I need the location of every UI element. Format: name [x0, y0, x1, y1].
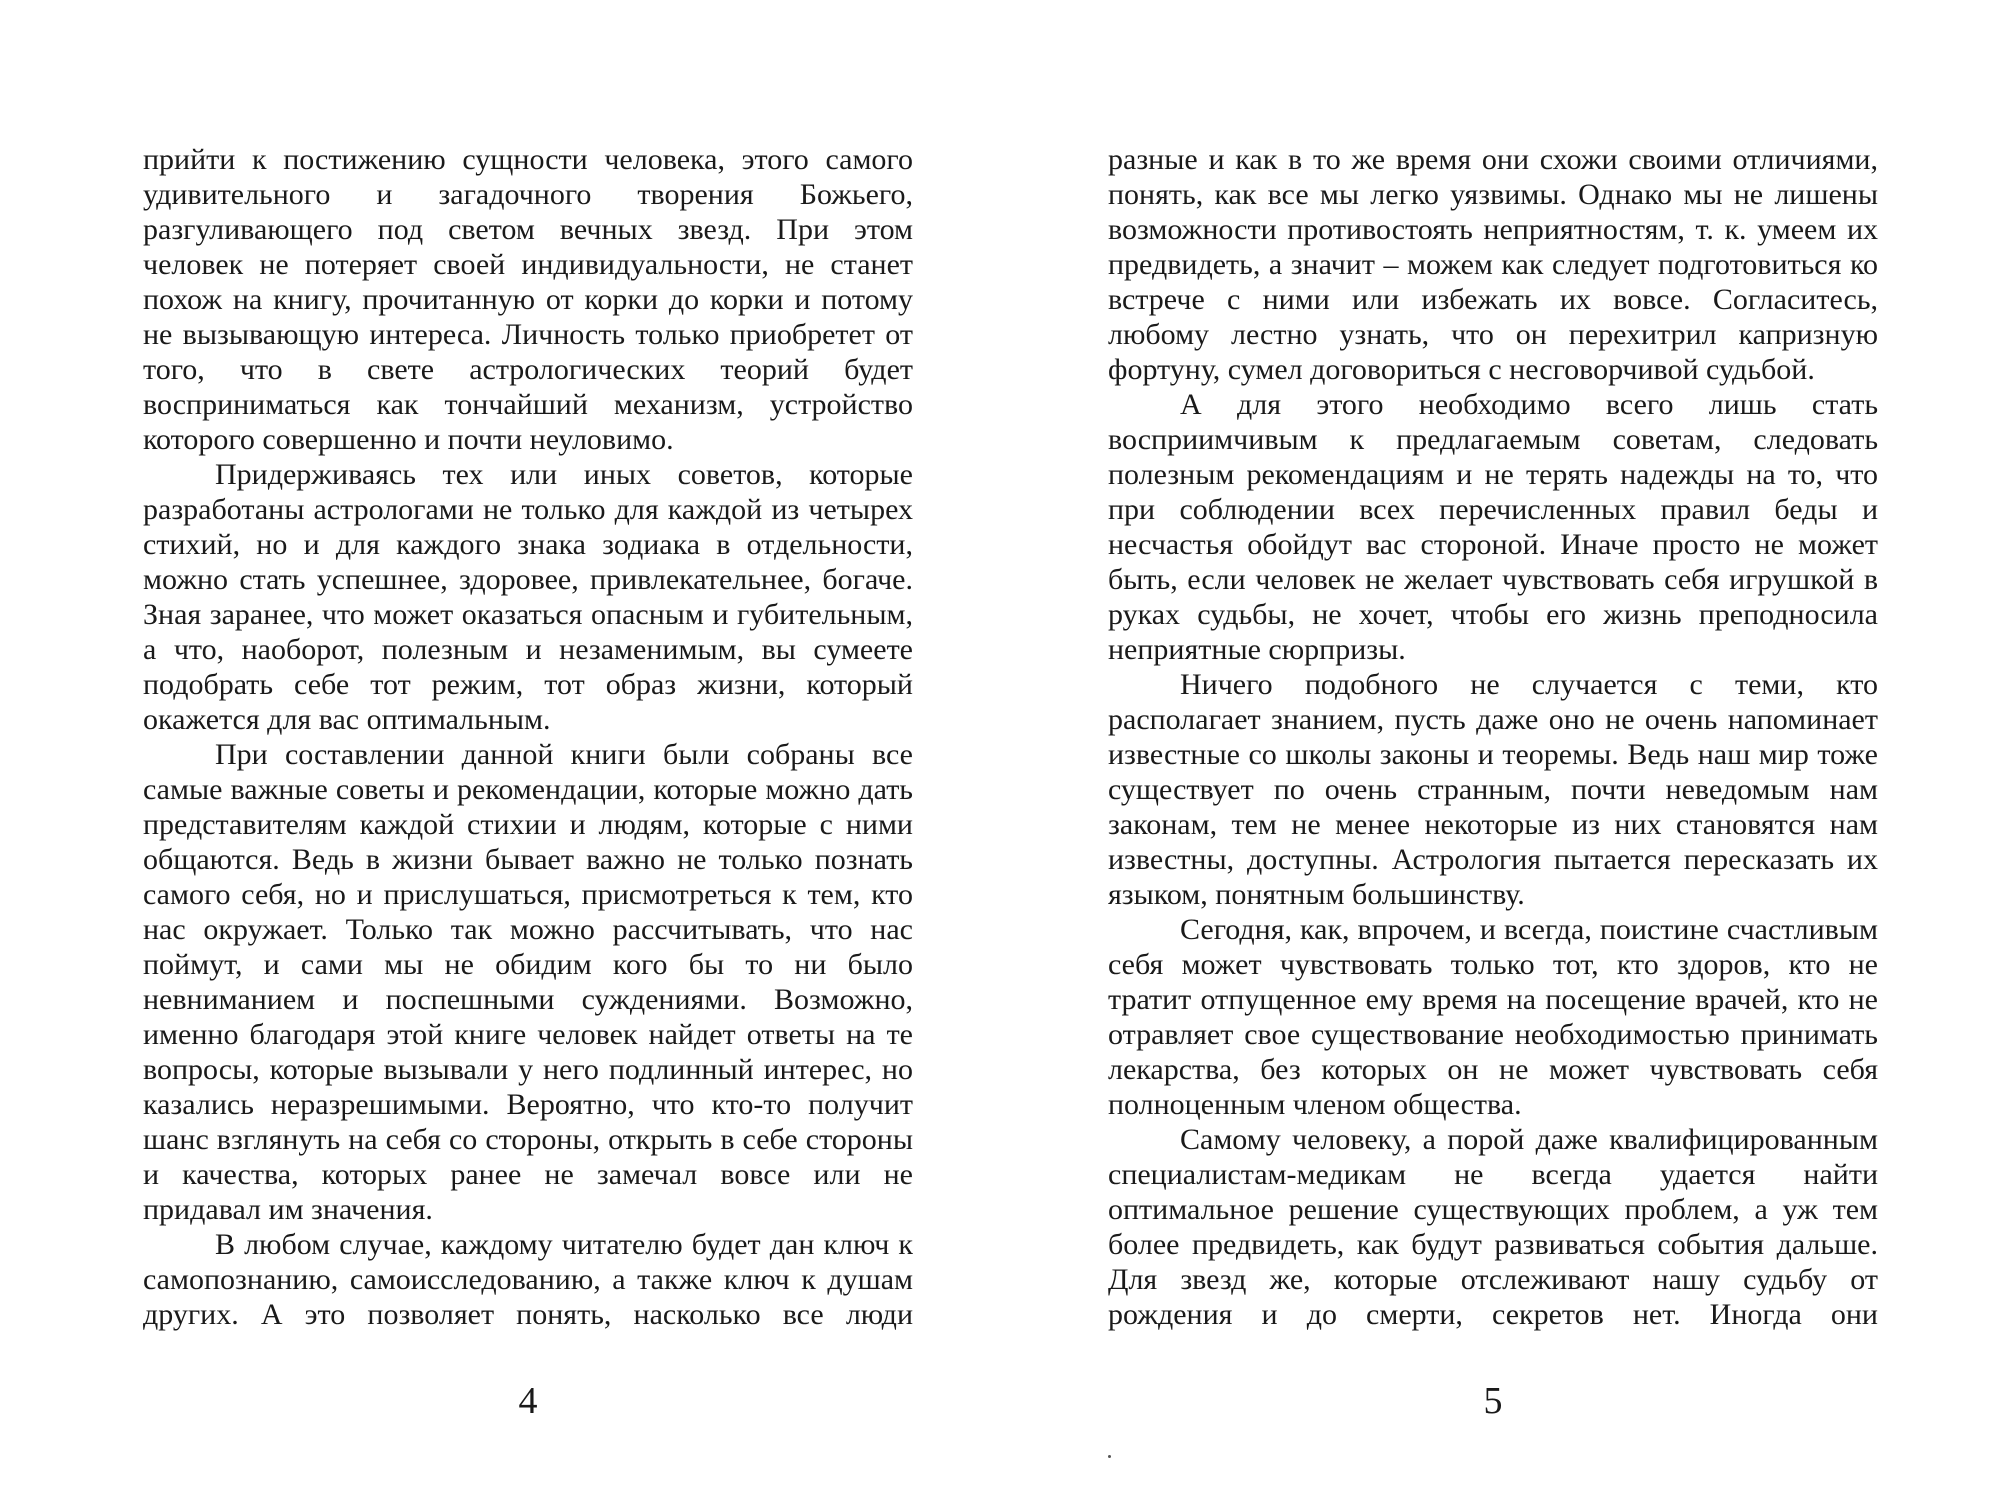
scan-speck	[1108, 1455, 1111, 1458]
left-page	[143, 142, 913, 1442]
paragraph: Ничего подобного не случается с теми, кто располагает знанием, пусть даже оно не очень напоминает известные со школы законы и теоремы. Ведь наш мир тоже существует по очень странным, почти неведомым нам законам, тем не менее некоторые из них становятся нам известны, доступны. Астрология пытается пересказать их языком, понятным большинству.	[1108, 668, 1878, 911]
paragraph: В любом случае, каждому читателю будет дан ключ к самопознанию, самоисследованию, а также ключ к душам других. А это позволяет понять, насколько все люди	[143, 1228, 913, 1331]
paragraph: разные и как в то же время они схожи своими отличиями, понять, как все мы легко уязвимы. Однако мы не лишены возможности противостоять неприятностям, т. к. умеем их предвидеть, а значит – можем как следует подготовиться ко встрече с ними или избежать их вовсе. Согласитесь, любому лестно узнать, что он перехитрил капризную фортуну, сумел договориться с несговорчивой судьбой.	[1108, 143, 1878, 386]
page-number: 5	[1483, 1380, 1503, 1422]
left-page-text	[143, 142, 913, 1332]
paragraph: При составлении данной книги были собраны все самые важные советы и рекомендации, которые можно дать представителям каждой стихии и людям, которые с ними общаются. Ведь в жизни бывает важно не только познать самого себя, но и прислушаться, присмотреться к тем, кто нас окружает. Только так можно рассчитывать, что нас поймут, и сами мы не обидим кого бы то ни было невниманием и поспешными суждениями. Возможно, именно благодаря этой книге человек найдет ответы на те вопросы, которые вызывали у него подлинный интерес, но казались неразрешимыми. Вероятно, что кто-то получит шанс взглянуть на себя со стороны, открыть в себе стороны и качества, которых ранее не замечал вовсе или не придавал им значения.	[143, 738, 913, 1226]
page-number: 4	[518, 1380, 538, 1422]
paragraph: Сегодня, как, впрочем, и всегда, поистине счастливым себя может чувствовать только тот, кто здоров, кто не тратит отпущенное ему время на посещение врачей, кто не отравляет свое существование необходимостью принимать лекарства, без которых он не может чувствовать себя полноценным членом общества.	[1108, 913, 1878, 1121]
right-page	[1108, 142, 1878, 1442]
paragraph: Самому человеку, а порой даже квалифицированным специалистам-медикам не всегда удается найти оптимальное решение существующих проблем, а уж тем более предвидеть, как будут развиваться события дальше. Для звезд же, которые отслеживают нашу судьбу от рождения и до смерти, секретов нет. Иногда они	[1108, 1123, 1878, 1331]
right-page-text	[1108, 142, 1878, 1332]
paragraph: А для этого необходимо всего лишь стать восприимчивым к предлагаемым советам, следовать полезным рекомендациям и не терять надежды на то, что при соблюдении всех перечисленных правил беды и несчастья обойдут вас стороной. Иначе просто не может быть, если человек не желает чувствовать себя игрушкой в руках судьбы, не хочет, чтобы его жизнь преподносила неприятные сюрпризы.	[1108, 388, 1878, 666]
paragraph: Придерживаясь тех или иных советов, которые разработаны астрологами не только для каждой из четырех стихий, но и для каждого знака зодиака в отдельности, можно стать успешнее, здоровее, привлекательнее, богаче. Зная заранее, что может оказаться опасным и губительным, а что, наоборот, полезным и незаменимым, вы сумеете подобрать себе тот режим, тот образ жизни, который окажется для вас оптимальным.	[143, 458, 913, 736]
paragraph: прийти к постижению сущности человека, этого самого удивительного и загадочного творения Божьего, разгуливающего под светом вечных звезд. При этом человек не потеряет своей индивидуальности, не станет похож на книгу, прочитанную от корки до корки и потому не вызывающую интереса. Личность только приобретет от того, что в свете астрологических теорий будет восприниматься как тончайший механизм, устройство которого совершенно и почти неуловимо.	[143, 143, 913, 456]
